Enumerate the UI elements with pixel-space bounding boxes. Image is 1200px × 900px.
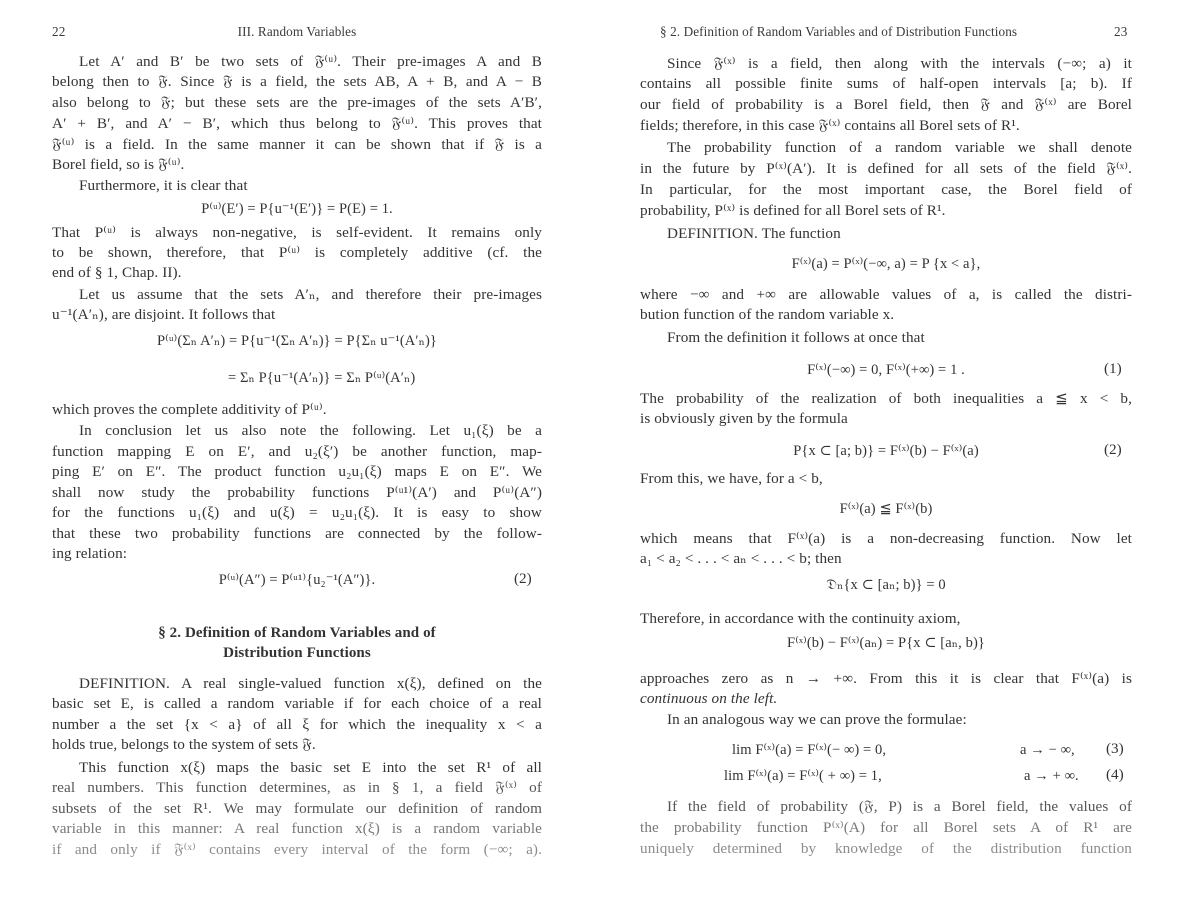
text-line: This function x(ξ) maps the basic set E into the set R¹ of all: [79, 759, 542, 776]
text-line: holds true, belongs to the system of sets 𝔉.: [52, 736, 316, 753]
text-line: real numbers. This function determines, as in § 1, a field 𝔉⁽ˣ⁾ of: [52, 779, 542, 796]
text-line: bution function of the random variable x.: [640, 306, 895, 323]
text-line: ping E′ on E″. The product function u₂u₁(ξ) maps E on E″. We: [52, 463, 542, 480]
text-line: if and only if 𝔉⁽ˣ⁾ contains every interval of the form (−∞; a).: [52, 841, 542, 858]
equation-number: (4): [1106, 766, 1124, 783]
text-line: to be shown, therefore, that P⁽ᵘ⁾ is completely additive (cf. the: [52, 244, 542, 261]
equation: = Σₙ P{u⁻¹(A′ₙ)} = Σₙ P⁽ᵘ⁾(A′ₙ): [228, 370, 416, 386]
equation-number: (2): [1104, 441, 1122, 458]
text-line: That P⁽ᵘ⁾ is always non-negative, is self-evident. It remains only: [52, 224, 542, 241]
equation: 𝔇ₙ{x ⊂ [aₙ; b)} = 0: [826, 577, 946, 593]
text-line: DEFINITION. A real single-valued function x(ξ), defined on the: [79, 675, 542, 692]
text-line: continuous on the left.: [640, 690, 778, 707]
text-line: The probability of the realization of both inequalities a ≦ x < b,: [640, 390, 1132, 407]
text-line: in the future by P⁽ˣ⁾(A′). It is defined for all sets of the field 𝔉⁽ˣ⁾.: [640, 160, 1132, 177]
equation: F⁽ˣ⁾(b) − F⁽ˣ⁾(aₙ) = P{x ⊂ [aₙ, b)}: [787, 635, 985, 651]
text-line: In particular, for the most important case, the Borel field of: [640, 181, 1132, 198]
text-line: shall now study the probability functions P⁽ᵘ¹⁾(A′) and P⁽ᵘ⁾(A″): [52, 484, 542, 501]
text-line: Furthermore, it is clear that: [79, 177, 248, 194]
equation: lim F⁽ˣ⁾(a) = F⁽ˣ⁾( + ∞) = 1,: [724, 768, 882, 784]
equation-number: (3): [1106, 740, 1124, 757]
page-number: 22: [52, 24, 66, 39]
text-line: Since 𝔉⁽ˣ⁾ is a field, then along with the intervals (−∞; a) it: [667, 55, 1132, 72]
text-line: that these two probability functions are connected by the follow-: [52, 525, 542, 542]
text-line: Let us assume that the sets A′ₙ, and therefore their pre-images: [79, 286, 542, 303]
equation: P{x ⊂ [a; b)} = F⁽ˣ⁾(b) − F⁽ˣ⁾(a): [793, 443, 979, 459]
text-line: belong then to 𝔉. Since 𝔉 is a field, the sets AB, A + B, and A − B: [52, 73, 542, 90]
equation: lim F⁽ˣ⁾(a) = F⁽ˣ⁾(− ∞) = 0,: [732, 742, 887, 758]
section-heading: Distribution Functions: [223, 645, 371, 661]
text-line: 𝔉⁽ᵘ⁾ is a field. In the same manner it can be shown that if 𝔉 is a: [52, 136, 542, 153]
text-line: our field of probability is a Borel field, then 𝔉 and 𝔉⁽ˣ⁾ are Borel: [640, 96, 1132, 113]
text-line: approaches zero as n → +∞. From this it is clear that F⁽ˣ⁾(a) is: [640, 670, 1132, 687]
text-line: DEFINITION. The function: [667, 225, 841, 242]
text-line: a₁ < a₂ < . . . < aₙ < . . . < b; then: [640, 550, 842, 567]
right-page: [600, 0, 1200, 900]
text-line: From the definition it follows at once that: [667, 329, 925, 346]
text-line: the probability function P⁽ˣ⁾(A) for all Borel sets A of R¹ are: [640, 819, 1132, 836]
equation-number: (1): [1104, 360, 1122, 377]
limit-condition: a → + ∞.: [1024, 768, 1079, 784]
text-line: Therefore, in accordance with the continuity axiom,: [640, 610, 961, 627]
text-line: subsets of the set R¹. We may formulate our definition of random: [52, 800, 542, 817]
text-line: where −∞ and +∞ are allowable values of a, is called the distri-: [640, 286, 1132, 303]
equation: P⁽ᵘ⁾(E′) = P{u⁻¹(E′)} = P(E) = 1.: [201, 201, 393, 217]
text-line: ing relation:: [52, 545, 128, 562]
text-line: Borel field, so is 𝔉⁽ᵘ⁾.: [52, 156, 185, 173]
text-line: contains all possible finite sums of half-open intervals [a; b). If: [640, 75, 1132, 92]
equation: F⁽ˣ⁾(a) = P⁽ˣ⁾(−∞, a) = P {x < a},: [791, 256, 981, 272]
text-line: u⁻¹(A′ₙ), are disjoint. It follows that: [52, 306, 276, 323]
text-line: also belong to 𝔉; but these sets are the pre-images of the sets A′B′,: [52, 94, 542, 111]
text-line: which means that F⁽ˣ⁾(a) is a non-decreasing function. Now let: [640, 530, 1132, 547]
text-line: uniquely determined by knowledge of the distribution function: [640, 840, 1132, 857]
text-line: function mapping E on E′, and u₂(ξ′) be another function, map-: [52, 443, 542, 460]
text-line: From this, we have, for a < b,: [640, 470, 823, 487]
equation: F⁽ˣ⁾(−∞) = 0, F⁽ˣ⁾(+∞) = 1 .: [807, 362, 965, 378]
running-head: III. Random Variables: [237, 24, 357, 39]
page-number: 23: [1114, 24, 1128, 39]
text-line: for the functions u₁(ξ) and u(ξ) = u₂u₁(ξ). It is easy to show: [52, 504, 542, 521]
running-head: § 2. Definition of Random Variables and of Distribution Functions: [660, 24, 1018, 39]
text-line: fields; therefore, in this case 𝔉⁽ˣ⁾ contains all Borel sets of R¹.: [640, 117, 1020, 134]
text-line: end of § 1, Chap. II).: [52, 264, 182, 281]
equation: P⁽ᵘ⁾(A″) = P⁽ᵘ¹⁾{u₂⁻¹(A″)}.: [218, 572, 376, 588]
equation: F⁽ˣ⁾(a) ≦ F⁽ˣ⁾(b): [839, 501, 933, 517]
text-line: In conclusion let us also note the following. Let u₁(ξ) be a: [79, 422, 542, 439]
text-line: variable in this manner: A real function x(ξ) is a random variable: [52, 820, 542, 837]
text-line: is obviously given by the formula: [640, 410, 848, 427]
text-line: A′ + B′, and A′ − B′, which thus belong to 𝔉⁽ᵘ⁾. This proves that: [52, 115, 542, 132]
text-line: probability, P⁽ˣ⁾ is defined for all Borel sets of R¹.: [640, 202, 946, 219]
equation-number: (2): [514, 570, 532, 587]
text-line: In an analogous way we can prove the formulae:: [667, 711, 967, 728]
text-line: If the field of probability (𝔉, P) is a Borel field, the values of: [667, 798, 1132, 815]
section-heading: § 2. Definition of Random Variables and of: [158, 625, 436, 641]
equation: P⁽ᵘ⁾(Σₙ A′ₙ) = P{u⁻¹(Σₙ A′ₙ)} = P{Σₙ u⁻¹(A′ₙ)}: [157, 333, 437, 349]
text-line: Let A′ and B′ be two sets of 𝔉⁽ᵘ⁾. Their pre-images A and B: [79, 53, 542, 70]
text-line: basic set E, is called a random variable if for each choice of a real: [52, 695, 542, 712]
text-line: number a the set {x < a} of all ξ for which the inequality x < a: [52, 716, 542, 733]
limit-condition: a → − ∞,: [1020, 742, 1075, 758]
text-line: which proves the complete additivity of P⁽ᵘ⁾.: [52, 401, 327, 418]
text-line: The probability function of a random variable we shall denote: [667, 139, 1132, 156]
